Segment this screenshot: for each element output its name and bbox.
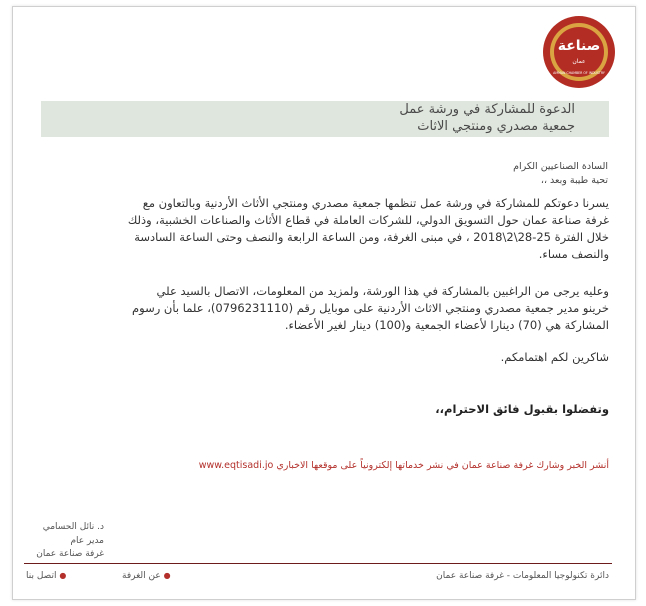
salutation-line2: تحية طيبة وبعد ،،	[540, 175, 608, 186]
title-banner	[41, 101, 609, 137]
paragraph2-line3: المشاركة هي (70) دينارا لأعضاء الجمعية و(100) دينار لغير الأعضاء.	[284, 318, 609, 332]
footer-contact-link[interactable]	[26, 571, 66, 581]
promo-line	[199, 460, 609, 471]
paragraph2-line2: خرينو مدير جمعية مصدري ومنتجي الاثاث الأردنية على موبايل رقم (0796231110)، علما بأن رسوم	[132, 301, 609, 315]
signature-title: مدير عام	[70, 536, 104, 546]
bullet-icon: ●	[163, 571, 171, 580]
amman-chamber-logo	[541, 14, 617, 90]
footer-rule	[24, 563, 612, 564]
banner-title-line1: الدعوة للمشاركة في ورشة عمل	[399, 102, 575, 117]
logo-arabic-name: صناعة	[557, 38, 601, 54]
thanks-line: شاكرين لكم اهتمامكم.	[500, 350, 609, 364]
footer-dept: دائرة تكنولوجيا المعلومات - غرفة صناعة عمان	[436, 571, 609, 581]
footer-about-label: عن الغرفة	[122, 571, 161, 581]
paragraph1-line2: غرفة صناعة عمان حول التسويق الدولي، للشركات العاملة في قطاع الأثاث والصناعات الخشبية، وذلك	[127, 213, 609, 227]
footer-about-link[interactable]	[122, 571, 171, 581]
signature-org: غرفة صناعة عمان	[36, 549, 104, 559]
logo-city: عمان	[572, 58, 586, 65]
signature-name: د. نائل الحسامي	[42, 522, 104, 532]
logo-english: AMMAN CHAMBER OF INDUSTRY	[553, 71, 605, 75]
paragraph2-line1: وعليه يرجى من الراغبين بالمشاركة في هذا الورشة، ولمزيد من المعلومات، الاتصال بالسيد علي	[156, 284, 609, 298]
paragraph1-line1: يسرنا دعوتكم للمشاركة في ورشة عمل تنظمها جمعية مصدري ومنتجي الأثاث الأردنية وبالتعاون مع	[142, 196, 609, 210]
salutation-line1: السادة الصناعيين الكرام	[513, 161, 608, 172]
promo-url-link[interactable]: www.eqtisadi.jo	[198, 460, 274, 471]
paragraph1-line3: خلال الفترة 25-28\2\2018 ، في مبنى الغرفة، ومن الساعة الرابعة والنصف وحتى الساعة السادسة	[134, 230, 609, 244]
banner-title-line2: جمعية مصدري ومنتجي الاثاث	[417, 119, 575, 134]
paragraph1-line4: والنصف مساء.	[538, 247, 609, 261]
bullet-icon: ●	[59, 571, 67, 580]
promo-text: أنشر الخبر وشارك غرفة صناعة عمان في نشر خدماتها إلكترونياً على موقعها الاخباري	[276, 460, 609, 471]
footer-contact-label: اتصل بنا	[26, 571, 57, 581]
closing-line: وتفضلوا بقبول فائق الاحترام،،	[435, 402, 609, 416]
